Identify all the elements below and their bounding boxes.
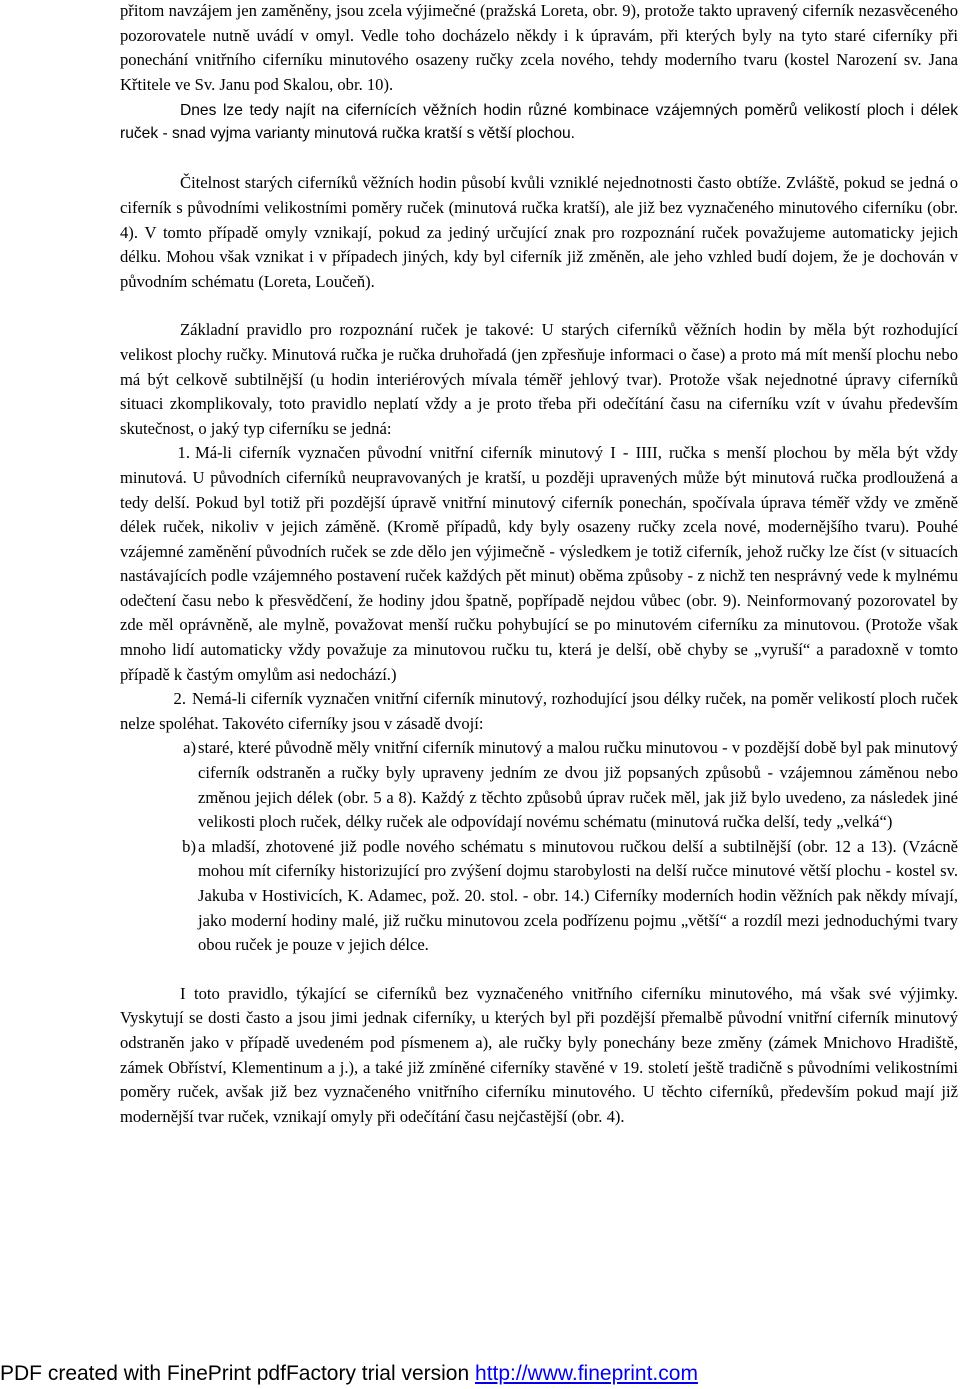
sub-item-b-text: a mladší, zhotovené již podle nového schématu s minutovou ručkou delší a subtilnější (obr. 12 a 13). (Vzácně mohou mít ciferníky historizující pro zvýšení dojmu starobylosti na delší ručce minutové větší plochu - kostel sv. Jakuba v Hostivicích, K. Adamec, pož. 20. stol. - obr. 14.) Ciferníky moderních hodin věžních pak někdy mívají, jako moderní hodiny malé, již ručku minutovou zcela podřízenu pojmu „větší“ a rozdíl mezi jednoduchými tvary obou ruček je pouze v jejich délce. [198, 836, 958, 955]
sub-item-a-text: staré, které původně měly vnitřní ciferník minutový a malou ručku minutovou - v pozdější době byl pak minutový ciferník odstraněn a ručky byly upraveny jedním ze dvou již popsaných způsobů - vzájemnou záměnou nebo změnou jejich délek (obr. 5 a 8). Každý z těchto způsobů úprav ruček měl, jak již bylo uvedeno, za následek jiné velikosti ploch ruček, délky ruček ale odpovídají novému schématu (minutová ručka delší, tedy „velká“) [198, 738, 958, 832]
list-item-1 [120, 441, 958, 687]
sub-item-a [120, 736, 958, 834]
sub-item-b-label: b) [182, 836, 196, 856]
paragraph-basic-rule: Základní pravidlo pro rozpoznání ruček je takové: U starých ciferníků věžních hodin by měla být rozhodující velikost plochy ručky. Minutová ručka je ručka druhořadá (jen zpřesňuje informaci o čase) a proto má mít menší plochu nebo má být celkově subtilnější (u hodin interiérových mívala téměř jehlový tvar). Protože však nejednotné úpravy ciferníků situaci zkomplikovaly, toto pravidlo neplatí vždy a je proto třeba při odečítání času na ciferníku vzít v úvahu především skutečnost, o jaký typ ciferníku se jedná: [120, 320, 958, 438]
paragraph-readability: Čitelnost starých ciferníků věžních hodin působí kvůli vzniklé nejednotnosti často obtíže. Zvláště, pokud se jedná o ciferník s původními velikostními poměry ruček (minutová ručka kratší), ale již bez vyznačeného minutového ciferníku (obr. 4). V tomto případě omyly vznikají, pokud za jediný určující znak pro rozpoznání ruček považujeme automaticky jejich délku. Mohou však vznikat i v případech jiných, kdy byl ciferník již změněn, ale jeho vzhled budí dojem, že je dochován v původním schématu (Loreta, Loučeň). [120, 173, 958, 291]
sub-item-b [120, 835, 958, 958]
list-item-2-text: 2. Nemá-li ciferník vyznačen vnitřní ciferník minutový, rozhodující jsou délky ruček, na poměr velikostí ploch ruček nelze spoléhat. Takovéto ciferníky jsou v zásadě dvojí: [120, 689, 958, 733]
footer-link[interactable]: http://www.fineprint.com [475, 1362, 698, 1385]
sub-item-a-label: a) [183, 738, 196, 758]
document-body [120, 0, 958, 1129]
list-item-1-text: 1. Má-li ciferník vyznačen původní vnitřní ciferník minutový I - IIII, ručka s menší plochou by měla být vždy minutová. U původních ciferníků neupravovaných je kratší, u později upravených může být minutová ručka prodloužená a tedy delší. Pokud byl totiž při pozdější úpravě vnitřní minutový ciferník ponechán, spočívala úprava téměř vždy ve změně délek ruček, nikoliv v jejich záměně. (Kromě případů, kdy byly osazeny ručky zcela nové, modernějšího tvaru). Pouhé vzájemné zaměnění původních ruček se zde dělo jen výjimečně - výsledkem je totiž ciferník, jehož ručky lze číst (v situacích nastávajících podle vzájemného postavení ruček každých pět minut) oběma způsoby - z nichž ten nesprávný vede k mylnému odečtení času nebo k přesvědčení, že hodiny jdou špatně, popřípadě nejdou vůbec (obr. 9). Neinformovaný pozorovatel by zde měl oprávněně, ale mylně, považovat menší ručku pohybující se po minutovém ciferníku za minutovou. (Protože však mnoho lidí automaticky vždy považuje za minutovou ručku tu, která je delší, obě chyby se „vyruší“ a paradoxně v tomto případě k častým omylům asi nedochází.) [120, 443, 958, 684]
paragraph-exceptions: I toto pravidlo, týkající se ciferníků bez vyznačeného vnitřního ciferníku minutového, má však své výjimky. Vyskytují se dosti často a jsou jimi jednak ciferníky, u kterých byl při pozdější přemalbě původní vnitřní ciferník minutový odstraněn jako v případě uvedeném pod písmenem a), ale ručky byly ponechány beze změny (zámek Mnichovo Hradiště, zámek Obříství, Klementinum a j.), a také již zmíněné ciferníky stavěné v 19. století ještě tradičně s původními velikostními poměry ruček, avšak již bez vyznačeného vnitřního ciferníku minutového. U těchto ciferníků, především pokud mají již modernější tvar ruček, vznikají omyly při odečítání času nejčastější (obr. 4). [120, 983, 958, 1126]
footer-text: PDF created with FinePrint pdfFactory trial version [0, 1362, 476, 1385]
list-item-1-label: 1. [177, 443, 190, 463]
paragraph-continuation: přitom navzájem jen zaměněny, jsou zcela výjimečné (pražská Loreta, obr. 9), protože takto upravený ciferník nezasvěceného pozorovatele nutně uvádí v omyl. Vedle toho docházelo někdy i k úpravám, při kterých byly na tyto staré ciferníky při ponechání vnitřního ciferníku minutového osazeny ručky zcela nového, tehdy moderního tvaru (kostel Narození sv. Jana Křtitele ve Sv. Janu pod Skalou, obr. 10). [120, 1, 958, 94]
pdf-footer [0, 1361, 960, 1387]
list-item-2 [120, 687, 958, 736]
paragraph-combinations: Dnes lze tedy najít na cifernících věžních hodin různé kombinace vzájemných poměrů velikostí ploch i délek ruček - snad vyjma varianty minutová ručka kratší s větší plochou. [120, 102, 958, 143]
list-item-2-label: 2. [173, 689, 186, 709]
